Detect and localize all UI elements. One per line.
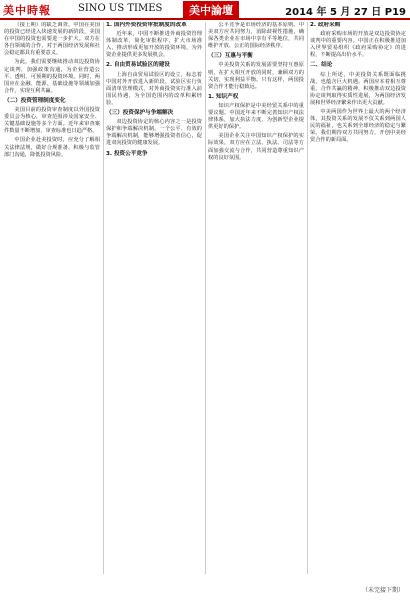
section-heading: （三）互惠与平衡 xyxy=(208,53,253,60)
continued-note: （未完接下期） xyxy=(361,587,404,594)
section-heading: 2. 政府采购 xyxy=(310,22,341,28)
paragraph: 政府采购市场的开放是双边投资协定谈判中的重要内容。中国正在积极推进加入世界贸易组织《政府采购协定》的进程，不断提高出价水平。 xyxy=(310,31,406,59)
newspaper-english-name: SINO US TIMES xyxy=(78,3,163,14)
article-body xyxy=(4,22,406,574)
paragraph: 近年来，中国不断推进外商投资管理体制改革，简化审批程序，扩大市场准入，推动形成更加开放的投资环境，为外资企业提供更多发展机会。 xyxy=(106,31,202,59)
paragraph: 中美投资关系的发展需要坚持互惠原则，在扩大相互开放的同时，兼顾双方的关切，实现利益平衡。只有这样，两国投资合作才能行稳致远。 xyxy=(208,62,304,90)
paragraph: 美国企业关注中国知识产权保护的实际效果，双方应在立法、执法、司法等方面加强交流与合作，共同营造尊重知识产权的良好氛围。 xyxy=(208,133,304,161)
section-heading: 3. 投资公平竞争 xyxy=(106,150,148,157)
paragraph: 中国企业赴美投资时，应充分了解相关法律法规，做好合规准备，积极与监管部门沟通，降低投资风险。 xyxy=(4,137,100,158)
section-heading: 2. 自由贸易试验区的建设 xyxy=(106,62,170,69)
section-heading: 二、结论 xyxy=(310,62,333,69)
paragraph: 知识产权保护是中美经贸关系中的重要议题。中国近年来不断完善知识产权法律体系，加大执法力度，为创新型企业提供更好的保护。 xyxy=(208,102,304,131)
newspaper-logo: 美中時報 xyxy=(3,4,51,17)
section-title: 美中論壇 xyxy=(183,1,239,19)
section-heading: 1. 知识产权 xyxy=(208,93,239,100)
paragraph: 上海自由贸易试验区的设立，标志着中国对外开放进入新阶段。试验区实行负面清单管理模式，对外商投资实行准入前国民待遇，为全国范围内的改革积累经验。 xyxy=(106,71,202,106)
paragraph: 为此，我们需要继续推动双边投资协定谈判，加强政策沟通，为企业营造公平、透明、可预期的投资环境。同时，两国应在金融、能源、基础设施等领域加强合作，实现互利共赢。 xyxy=(4,59,100,94)
paragraph: 中美两国作为世界上最大的两个经济体，其投资关系的发展不仅关系到两国人民的福祉，也关系到全球经济的稳定与繁荣。我们期待双方共同努力，开创中美经贸合作的新局面。 xyxy=(310,109,406,144)
paragraph: 双边投资协定的核心内容之一是投资保护和争端解决机制。一个公平、有效的争端解决机制，能够增强投资者信心，促进双向投资的健康发展。 xyxy=(106,119,202,147)
section-heading: （三）投资保护与争端解决 xyxy=(106,110,174,117)
paragraph: 公平竞争是市场经济的基本原则。中美双方应共同努力，消除歧视性措施，确保各类企业在市场中享有平等地位，共同维护开放、公正的国际经济秩序。 xyxy=(208,22,304,50)
masthead xyxy=(0,0,410,20)
paragraph: （接上期）的缺乏调查。中国在美国的投资已经进入快速发展的新阶段，美国在中国的投资也需要进一步扩大。双方在各自领域的合作，对于两国经济发展和社会稳定都具有重要意义。 xyxy=(4,22,100,57)
paragraph: 美国目前的投资审查制度以外国投资委员会为核心，审查范围涉及国家安全、关键基础设施等多个方面。近年来审查案件数量不断增加，审查标准也日趋严格。 xyxy=(4,107,100,135)
date-page-number: 2014 年 5 月 27 日 P19 xyxy=(285,7,406,18)
section-heading: （二）投资管理制度变化 xyxy=(4,97,66,104)
section-heading: 1. 国内外资投资审批制度的改革 xyxy=(106,22,187,28)
paragraph: 综上所述，中美投资关系既面临挑战，也蕴含巨大机遇。两国应本着相互尊重、合作共赢的精神，积极推动双边投资协定谈判取得实质性进展，为两国经济发展和世界经济繁荣作出更大贡献。 xyxy=(310,71,406,106)
